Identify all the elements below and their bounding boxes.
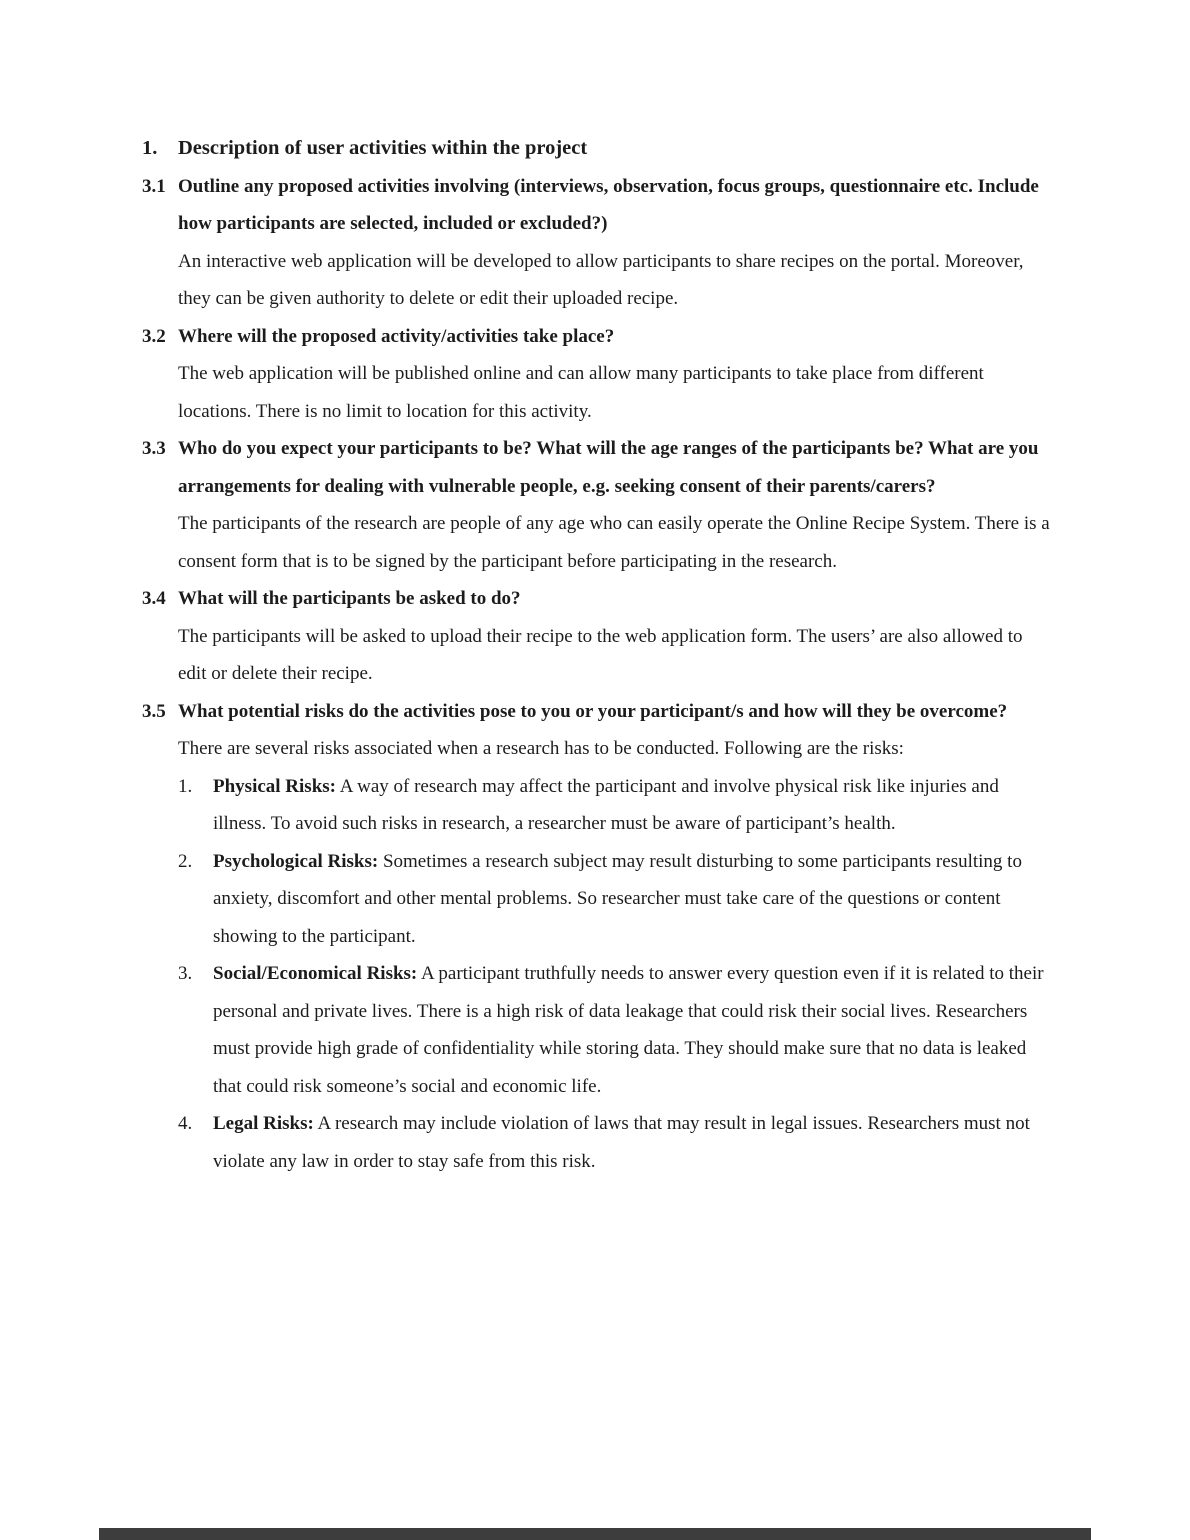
main-heading — [142, 130, 1050, 168]
section-answer: The web application will be published online and can allow many participants to take place from different locations. There is no limit to location for this activity. — [178, 363, 984, 422]
risk-number: 1. — [178, 775, 193, 797]
risk-number: 3. — [178, 963, 193, 984]
risk-item-physical — [178, 768, 1050, 843]
section-number: 3.1 — [142, 175, 166, 197]
section-question-text: What potential risks do the activities pose to you or your participant/s and how will they be overcome? — [178, 700, 1008, 722]
section-answer: The participants of the research are people of any age who can easily operate the Online Recipe System. There is a consent form that is to be signed by the participant before participating in the research. — [178, 513, 1050, 572]
section-3-5 — [142, 693, 1050, 768]
risk-label: Psychological Risks: — [213, 850, 379, 872]
main-heading-text: Description of user activities within the project — [178, 137, 588, 159]
section-number: 3.3 — [142, 438, 166, 459]
section-number: 3.4 — [142, 588, 166, 609]
section-number: 3.2 — [142, 325, 166, 347]
section-question — [142, 318, 1050, 356]
risk-label: Social/Economical Risks: — [213, 963, 418, 984]
section-question-text: Where will the proposed activity/activities take place? — [178, 325, 615, 347]
risk-label: Legal Risks: — [213, 1113, 314, 1134]
section-question — [142, 168, 1050, 243]
section-3-4 — [142, 580, 1050, 693]
risk-text: A way of research may affect the participant and involve physical risk like injuries and illness. To avoid such risks in research, a researcher must be aware of participant’s health. — [213, 775, 999, 834]
main-heading-number: 1. — [142, 137, 158, 159]
section-3-2 — [142, 318, 1050, 431]
section-3-1 — [142, 168, 1050, 318]
risk-number: 4. — [178, 1113, 193, 1134]
risk-text: Sometimes a research subject may result disturbing to some participants resulting to anxiety, discomfort and other mental problems. So researcher must take care of the questions or content showing to the participant. — [213, 850, 1022, 947]
section-question-text: Outline any proposed activities involving (interviews, observation, focus groups, questionnaire etc. Include how participants are selected, included or excluded?) — [178, 175, 1039, 234]
section-question — [142, 430, 1050, 505]
section-answer: An interactive web application will be developed to allow participants to share recipes on the portal. Moreover, they can be given authority to delete or edit their uploaded recipe. — [178, 250, 1024, 309]
risk-item-psychological — [178, 843, 1050, 956]
section-question — [142, 580, 1050, 618]
section-question — [142, 693, 1050, 731]
risk-text: A research may include violation of laws that may result in legal issues. Researchers must not violate any law in order to stay safe from this risk. — [213, 1113, 1030, 1172]
section-question-text: Who do you expect your participants to be? What will the age ranges of the participants be? What are you arrangements for dealing with vulnerable people, e.g. seeking consent of their parents/carers? — [178, 438, 1039, 497]
risk-number: 2. — [178, 850, 193, 872]
section-3-3 — [142, 430, 1050, 580]
section-answer: The participants will be asked to upload their recipe to the web application form. The users’ are also allowed to edit or delete their recipe. — [178, 625, 1023, 684]
risk-label: Physical Risks: — [213, 775, 336, 797]
risk-item-social-economical — [178, 955, 1050, 1105]
section-answer: There are several risks associated when a research has to be conducted. Following are the risks: — [178, 738, 904, 759]
page-bottom-edge — [99, 1528, 1091, 1540]
section-question-text: What will the participants be asked to do? — [178, 588, 521, 609]
risk-list — [178, 768, 1050, 1181]
risk-item-legal — [178, 1105, 1050, 1180]
section-number: 3.5 — [142, 700, 166, 722]
risk-text: A participant truthfully needs to answer every question even if it is related to their personal and private lives. There is a high risk of data leakage that could risk their social lives. Researchers must provide high grade of confidentiality while storing data. They should make sure that no data is leaked that could risk someone’s social and economic life. — [213, 963, 1044, 1097]
